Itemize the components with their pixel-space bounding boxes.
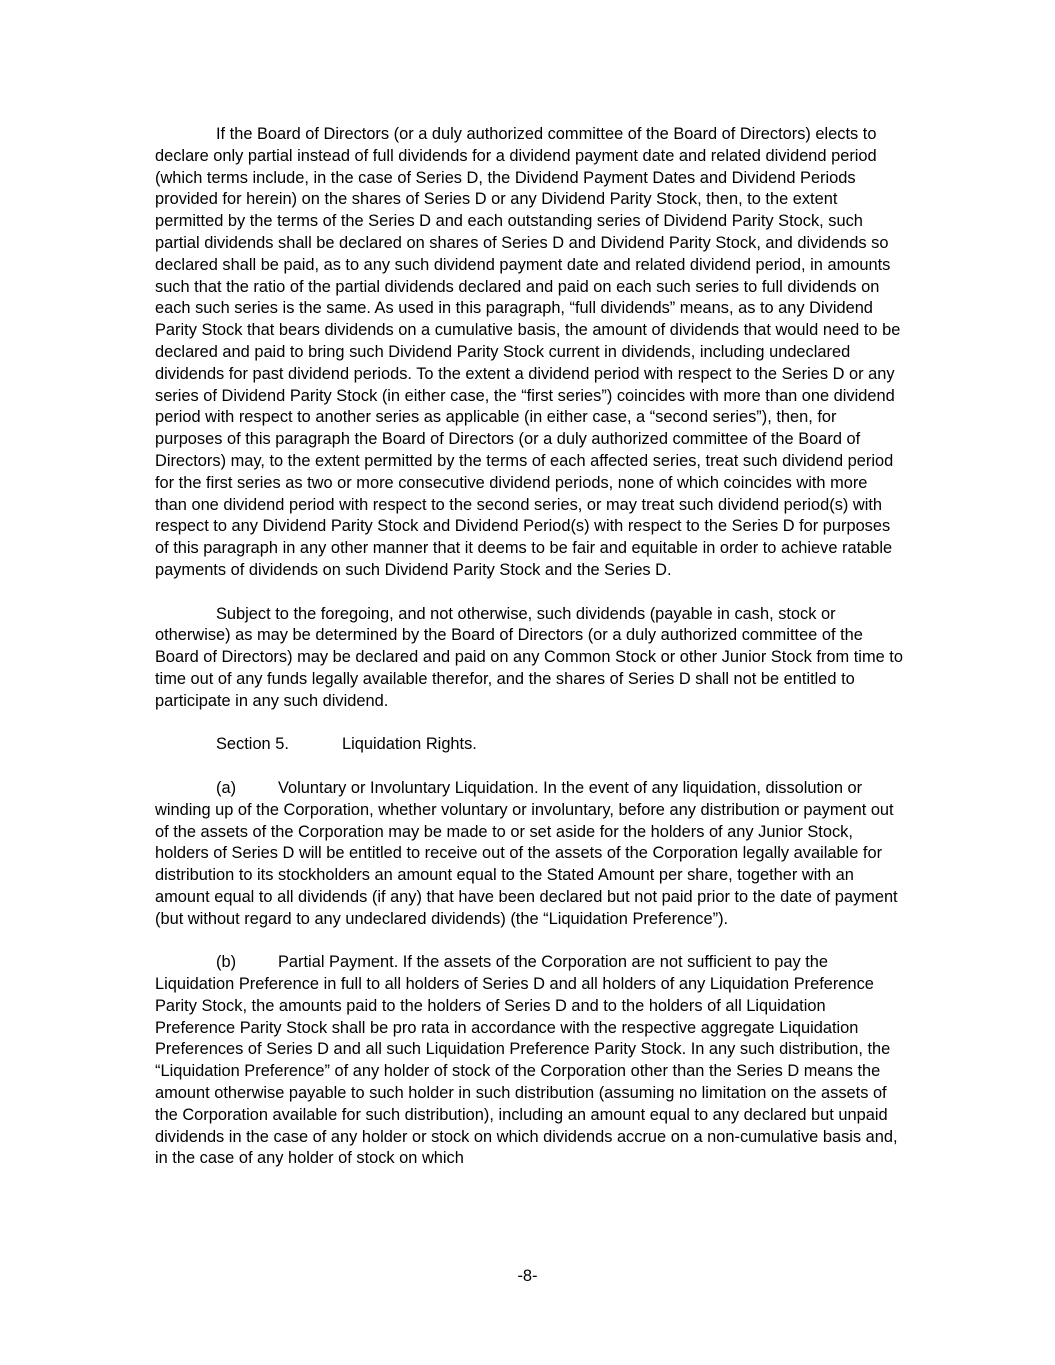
subsection-a-text: In the event of any liquidation, dissolution or winding up of the Corporation, whether voluntary or involuntary, before any distribution or payment out of the assets of the Corporation may be made to or set aside for the holders of any Junior Stock, holders of Series D will be entitled to receive out of the assets of the Corporation legally available for distribution to its stockholders an amount equal to the Stated Amount per share, together with an amount equal to all dividends (if any) that have been declared but not paid prior to the date of payment (but without regard to any undeclared dividends) (the “Liquidation Preference”). [155,778,898,928]
document-page [155,124,903,1192]
section-5-heading [155,734,903,756]
subsection-b-heading: Partial Payment. [278,953,399,972]
section-number: Section 5. [216,735,289,754]
paragraph-partial-dividends: If the Board of Directors (or a duly authorized committee of the Board of Directors) elects to declare only partial instead of full dividends for a dividend payment date and related dividend period (which terms include, in the case of Series D, the Dividend Payment Dates and Dividend Periods provided for herein) on the shares of Series D or any Dividend Parity Stock, then, to the extent permitted by the terms of the Series D and each outstanding series of Dividend Parity Stock, such partial dividends shall be declared on shares of Series D and Dividend Parity Stock, and dividends so declared shall be paid, as to any such dividend payment date and related dividend period, in amounts such that the ratio of the partial dividends declared and paid on each such series to full dividends on each such series is the same. As used in this paragraph, “full dividends” means, as to any Dividend Parity Stock that bears dividends on a cumulative basis, the amount of dividends that would need to be declared and paid to bring such Dividend Parity Stock current in dividends, including undeclared dividends for past dividend periods. To the extent a dividend period with respect to the Series D or any series of Dividend Parity Stock (in either case, the “first series”) coincides with more than one dividend period with respect to another series as applicable (in either case, a “second series”), then, for purposes of this paragraph the Board of Directors (or a duly authorized committee of the Board of Directors) may, to the extent permitted by the terms of each affected series, treat such dividend period for the first series as two or more consecutive dividend periods, none of which coincides with more than one dividend period with respect to the second series, or may treat such dividend period(s) with respect to any Dividend Parity Stock and Dividend Period(s) with respect to the Series D for purposes of this paragraph in any other manner that it deems to be fair and equitable in order to achieve ratable payments of dividends on such Dividend Parity Stock and the Series D. [155,125,901,579]
subsection-b [155,952,903,1170]
subsection-b-text: If the assets of the Corporation are not sufficient to pay the Liquidation Preference in full to all holders of Series D and all holders of any Liquidation Preference Parity Stock, the amounts paid to the holders of Series D and to the holders of all Liquidation Preference Parity Stock shall be pro rata in accordance with the respective aggregate Liquidation Preferences of Series D and all such Liquidation Preference Parity Stock. In any such distribution, the “Liquidation Preference” of any holder of stock of the Corporation other than the Series D means the amount otherwise payable to such holder in such distribution (assuming no limitation on the assets of the Corporation available for such distribution), including an amount equal to any declared but unpaid dividends in the case of any holder or stock on which dividends accrue on a non-cumulative basis and, in the case of any holder of stock on which [155,953,898,1168]
subsection-b-label: (b) [216,953,237,972]
subsection-a-heading: Voluntary or Involuntary Liquidation. [278,778,539,797]
subsection-a [155,778,903,931]
subsection-a-label: (a) [216,778,237,797]
page-number: -8- [517,1267,538,1285]
paragraph-junior-stock-dividends: Subject to the foregoing, and not otherwise, such dividends (payable in cash, stock or otherwise) as may be determined by the Board of Directors (or a duly authorized committee of the Board of Directors) may be declared and paid on any Common Stock or other Junior Stock from time to time out of any funds legally available therefor, and the shares of Series D shall not be entitled to participate in any such dividend. [155,604,903,710]
section-title: Liquidation Rights. [342,735,477,754]
